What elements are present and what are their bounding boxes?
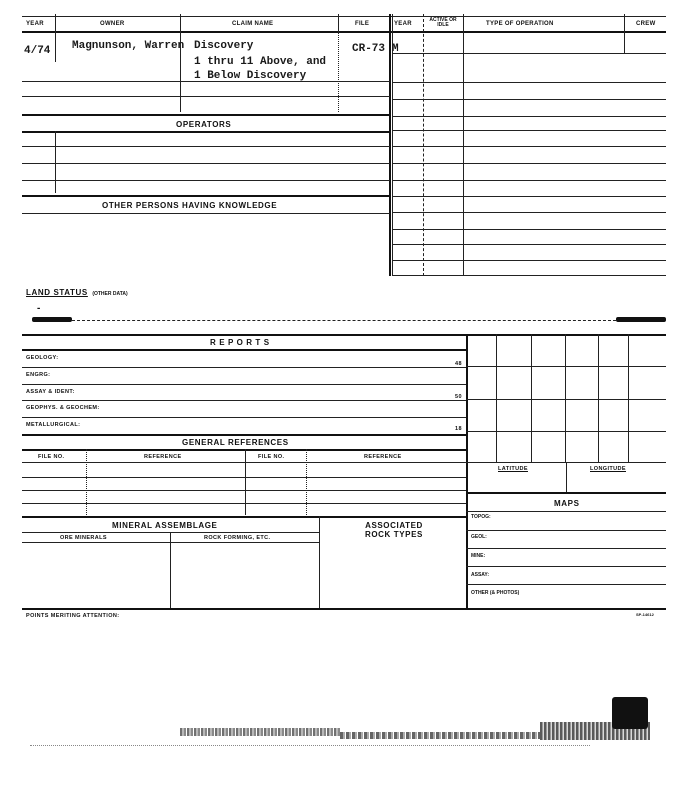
owner-row-2: [22, 96, 390, 97]
scan-noise-streak-2: [340, 732, 540, 739]
maps-rule-2: [466, 548, 666, 549]
reports-top-rule: [22, 334, 666, 336]
gr-reference-1: REFERENCE: [144, 454, 182, 460]
latitude-label: LATITUDE: [498, 466, 528, 472]
operators-col: [55, 131, 56, 193]
report-num-geology: 48: [455, 361, 462, 367]
gr-col-3: [306, 449, 307, 515]
maps-rule-3: [466, 566, 666, 567]
ore-minerals-label: ORE MINERALS: [60, 535, 107, 541]
header-active-idle: ACTIVE OR IDLE: [429, 17, 457, 28]
operators-row-2: [22, 163, 390, 164]
gr-row-2: [22, 490, 466, 491]
operators-rule: [22, 131, 390, 133]
grid-v-1: [496, 334, 497, 462]
gr-row-3: [22, 503, 466, 504]
entry-claim-line-1: Discovery: [194, 40, 254, 52]
maps-header-rule: [466, 511, 666, 512]
other-persons-heading: OTHER PERSONS HAVING KNOWLEDGE: [102, 201, 278, 210]
entry-file: CR-73: [352, 43, 386, 55]
gr-file-no-1: FILE NO.: [38, 454, 65, 460]
gr-reference-2: REFERENCE: [364, 454, 402, 460]
header-claim-name: CLAIM NAME: [232, 21, 274, 27]
operators-row-1: [22, 146, 390, 147]
longitude-label: LONGITUDE: [590, 466, 626, 472]
col-divider-file: [389, 14, 391, 276]
report-row-rule-4: [22, 417, 466, 418]
right-row-2: [392, 82, 666, 83]
right-row-3: [392, 99, 666, 100]
header-bottom-rule: [22, 31, 666, 33]
header-crew: CREW: [636, 21, 656, 27]
entry-year: M: [392, 43, 399, 55]
col-divider-claim: [338, 14, 339, 32]
report-label-geology: GEOLOGY:: [26, 355, 59, 361]
right-row-5: [392, 130, 666, 131]
land-status-subtitle: (OTHER DATA): [92, 291, 128, 297]
entry-claim-line-2: 1 thru 11 Above, and: [194, 56, 327, 68]
right-row-13: [392, 260, 666, 261]
owner-col-line: [55, 32, 56, 62]
lat-long-divider: [566, 462, 567, 492]
associated-rock-types-heading: ASSOCIATED ROCK TYPES: [364, 521, 423, 539]
maps-geol: GEOL:: [471, 534, 487, 540]
entry-claim-line-3: 1 Below Discovery: [194, 70, 307, 82]
points-meriting-attention: POINTS MERITING ATTENTION:: [26, 613, 120, 619]
right-row-8: [392, 180, 666, 181]
reports-heading: R E P O R T S: [210, 338, 270, 347]
grid-v-4: [598, 334, 599, 462]
col-divider-crew: [624, 14, 625, 54]
lower-bottom-rule: [22, 608, 666, 610]
maps-heading: MAPS: [554, 499, 580, 508]
gr-col-1: [86, 449, 87, 515]
report-label-assay: ASSAY & IDENT:: [26, 389, 75, 395]
report-row-rule-1: [22, 367, 466, 368]
right-row-14: [392, 275, 666, 276]
mineral-col-right: [319, 516, 320, 608]
right-row-10: [392, 212, 666, 213]
other-persons-rule: [22, 213, 390, 214]
file-col-line: [338, 32, 339, 112]
report-label-geophys: GEOPHYS. & GEOCHEM:: [26, 405, 100, 411]
maps-assay: ASSAY:: [471, 572, 490, 578]
general-refs-header-rule: [22, 449, 466, 451]
land-status-label: [26, 282, 128, 300]
gr-file-no-2: FILE NO.: [258, 454, 285, 460]
right-row-1: [392, 53, 666, 54]
report-num-assay: 50: [455, 394, 462, 400]
operators-heading: OPERATORS: [176, 120, 232, 129]
grid-h-2: [466, 399, 666, 400]
scan-smudge-right: [616, 317, 666, 322]
scan-noise-dots: [30, 745, 590, 746]
mineral-col-mid: [170, 532, 171, 608]
header-top-rule: [22, 16, 666, 17]
land-status-rule: [72, 320, 616, 321]
gr-row-1: [22, 477, 466, 478]
right-row-6: [392, 146, 666, 147]
owner-row-3: [22, 114, 390, 116]
report-row-rule-3: [22, 400, 466, 401]
grid-v-5: [628, 334, 629, 462]
header-owner: OWNER: [100, 21, 125, 27]
grid-h-3: [466, 431, 666, 432]
report-num-metallurgical: 18: [455, 426, 462, 432]
rock-forming-label: ROCK FORMING, ETC.: [204, 535, 271, 541]
col-divider-year: [55, 14, 56, 32]
header-type-of-operation: TYPE OF OPERATION: [486, 21, 554, 27]
header-year-2: YEAR: [394, 21, 412, 27]
report-label-metallurgical: METALLURGICAL:: [26, 422, 81, 428]
entry-date: 4/74: [24, 45, 51, 57]
maps-top-rule: [466, 492, 666, 494]
operators-row-4: [22, 195, 390, 197]
mineral-assemblage-heading: MINERAL ASSEMBLAGE: [112, 521, 218, 530]
general-references-heading: GENERAL REFERENCES: [182, 438, 289, 447]
entry-owner: Magnunson, Warren: [72, 40, 185, 52]
maps-rule-1: [466, 530, 666, 531]
operators-row-3: [22, 180, 390, 181]
report-row-rule-2: [22, 384, 466, 385]
right-row-4: [392, 116, 666, 117]
right-row-12: [392, 244, 666, 245]
col-divider-owner: [180, 14, 181, 32]
grid-v-3: [565, 334, 566, 462]
maps-rule-4: [466, 584, 666, 585]
reports-bottom-rule: [22, 434, 466, 436]
header-year: YEAR: [26, 21, 44, 27]
scan-noise-streak-1: [180, 728, 340, 736]
right-row-7: [392, 163, 666, 164]
maps-topog: TOPOG:: [471, 514, 491, 520]
land-status-title: LAND STATUS: [26, 288, 88, 297]
scan-noise-blob: [612, 697, 648, 729]
gr-bottom-rule: [22, 516, 466, 518]
maps-other: OTHER (& PHOTOS): [471, 590, 520, 596]
land-status-mark: -: [37, 303, 41, 314]
right-row-11: [392, 229, 666, 230]
gr-col-2: [245, 449, 246, 515]
grid-v-2: [531, 334, 532, 462]
general-refs-label-rule: [22, 462, 466, 463]
maps-mine: MINE:: [471, 553, 486, 559]
reports-header-rule: [22, 349, 466, 351]
grid-h-1: [466, 366, 666, 367]
right-row-9: [392, 196, 666, 197]
report-label-engrg: ENGRG:: [26, 372, 51, 378]
header-file: FILE: [355, 21, 370, 27]
form-number: SP-14612: [636, 612, 654, 617]
scan-smudge-left: [32, 317, 72, 322]
